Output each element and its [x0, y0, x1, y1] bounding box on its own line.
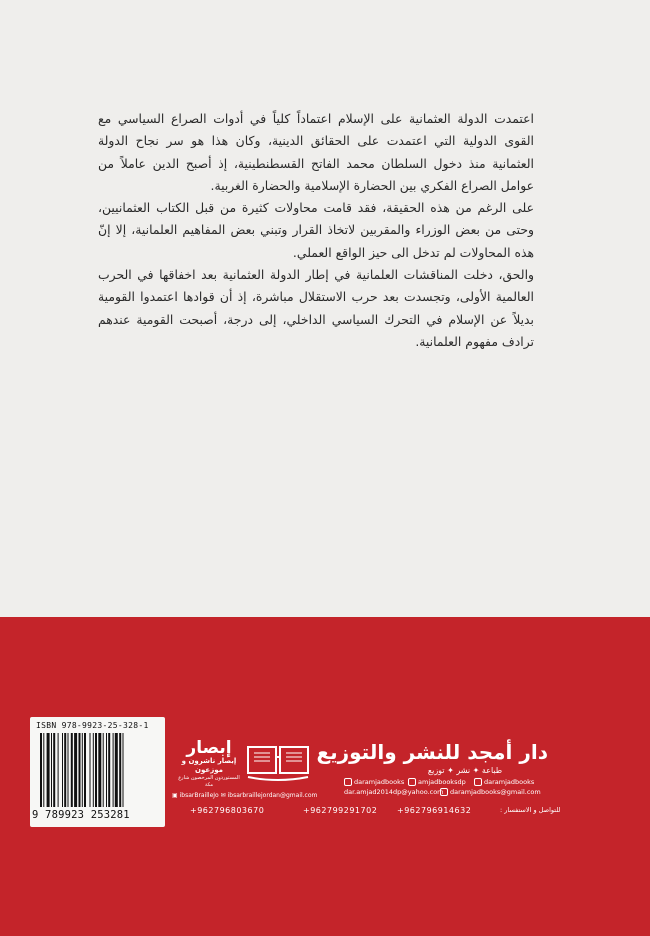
paragraph-1: اعتمدت الدولة العثمانية على الإسلام اعتماداً كلياً في أدوات الصراع السياسي مع القوى الدولية التي اعتمدت على الحقائق الدينية، وكان هذا هو سر نجاح الدولة العثمانية منذ دخول السلطان محمد الفاتح القسطنطينية، إذ أصبح الدين عاملاً من عوامل الصراع الفكري بين الحضارة الإسلامية والحضارة الغربية.: [98, 111, 534, 193]
book-glasses-icon: [245, 737, 311, 787]
blurb-text: [98, 108, 534, 353]
facebook-icon: ▣: [172, 792, 178, 799]
paragraph-3: والحق، دخلت المناقشات العلمانية في إطار الدولة العثمانية بعد اخفاقها في الحرب العالمية الأولى، وتجسدت بعد حرب الاستقلال مباشرة، إذ أن قوادها اعتمدوا القومية بديلاً عن الإسلام في التحرك السياسي الداخلي، إلى درجة، أصبحت القومية عندهم ترادف مفهوم العلمانية.: [98, 267, 534, 349]
barcode-label: [30, 717, 165, 827]
barcode-icon: [40, 733, 156, 807]
ibsar-email: ibsarbraillejordan@gmail.com: [227, 792, 318, 799]
mail-icon: ✉: [220, 792, 226, 799]
facebook-icon: [344, 778, 352, 786]
amjad-social-row-5: [440, 788, 541, 796]
paragraph-2: على الرغم من هذه الحقيقة، فقد قامت محاولات كثيرة من قبل الكتاب العثمانيين، وحتى من بعض الوزراء والمقربين لاتخاذ القرار وتبني بعض المفاهيم العلمانية، إلا إنّ هذه المحاولات لم تدخل الى حيز الواقع العملي.: [98, 200, 534, 260]
contact-label: للتواصل و الاستفسار :: [500, 806, 561, 814]
amjad-gmail: daramjadbooks@gmail.com: [450, 788, 541, 796]
mail-icon: [440, 788, 448, 796]
ibsar-handle: ibsarBrailleJo: [179, 792, 219, 799]
barcode-digits: 9 789923 253281: [32, 809, 130, 821]
phone-ibsar-2: +962799291702: [303, 806, 378, 815]
amjad-social: [344, 778, 554, 808]
amjad-yahoo: dar.amjad2014dp@yahoo.com: [344, 788, 444, 796]
amjad-social-row-2: [408, 778, 466, 786]
ibsar-name: إبصار: [186, 738, 232, 758]
amjad-social-row-3: [474, 778, 534, 786]
amjad-facebook: daramjadbooks: [354, 778, 405, 786]
instagram-icon: [474, 778, 482, 786]
ibsar-subtitle: إبصار ناشرون و موزعون: [181, 757, 237, 774]
amjad-instagram: daramjadbooks: [484, 778, 535, 786]
amjad-logo-name: دار أمجد للنشر والتوزيع: [316, 740, 548, 764]
phone-ibsar-1: +962796803670: [190, 806, 265, 815]
ibsar-note: المستوردون المرخصون شارع مكة: [178, 775, 240, 788]
phone-amjad: +962796914632: [397, 806, 472, 815]
isbn-text: ISBN 978-9923-25-328-1: [36, 721, 149, 730]
ibsar-logo: [174, 739, 244, 789]
amjad-social-row-1: [344, 778, 404, 786]
amjad-social-row-4: [344, 788, 444, 796]
ibsar-social: [172, 792, 324, 806]
amjad-twitter: amjadbooksdp: [418, 778, 466, 786]
amjad-tagline: طباعة ✦ نشر ✦ توزيع: [427, 766, 503, 775]
twitter-icon: [408, 778, 416, 786]
